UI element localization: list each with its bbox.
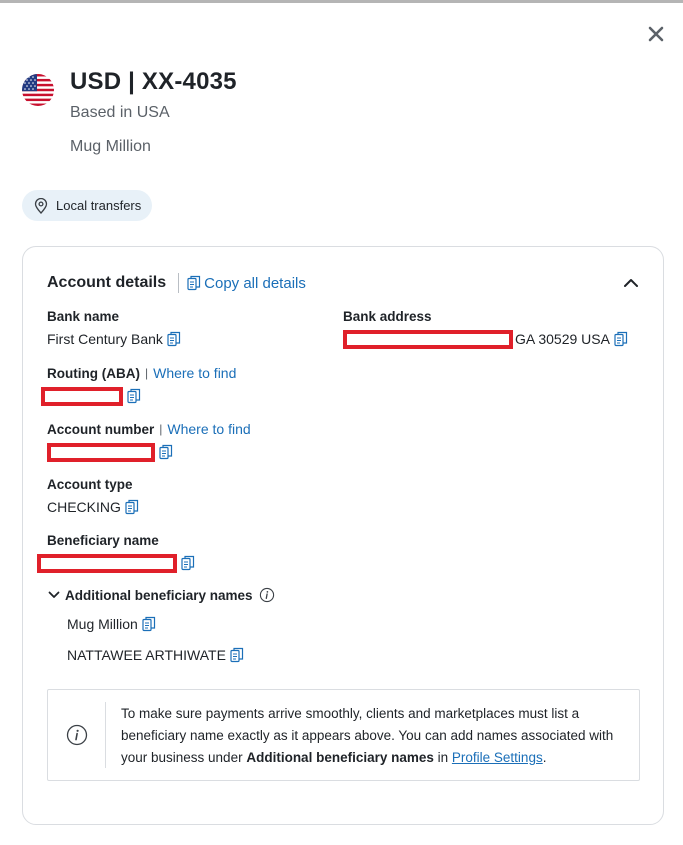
- copy-icon[interactable]: [125, 499, 139, 515]
- account-number-label: Account number: [47, 421, 155, 437]
- additional-name-value: NATTAWEE ARTHIWATE: [67, 647, 226, 663]
- account-title: USD | XX-4035: [70, 68, 237, 95]
- local-transfers-chip[interactable]: [22, 190, 152, 221]
- routing-field: [47, 365, 236, 405]
- bank-address-field: [343, 309, 628, 348]
- bank-name-label: Bank name: [47, 309, 120, 324]
- card-title: Account details: [47, 274, 167, 291]
- account-type-value: CHECKING: [47, 499, 121, 515]
- account-type-label: Account type: [47, 477, 133, 492]
- card-header: [47, 273, 306, 293]
- account-number-separator: |: [159, 422, 163, 436]
- copy-icon: [187, 275, 201, 291]
- account-owner: Mug Million: [70, 138, 151, 155]
- copy-icon[interactable]: [230, 647, 244, 663]
- account-location: Based in USA: [70, 104, 170, 121]
- location-pin-icon: [34, 198, 48, 214]
- additional-beneficiary-names-label: Additional beneficiary names: [65, 587, 253, 603]
- info-message: To make sure payments arrive smoothly, clients and marketplaces must list a beneficiary name exactly as it appears above. You can add names associated with your business under Additional beneficiary names in Profile Settings.: [121, 706, 614, 765]
- copy-icon[interactable]: [614, 331, 628, 347]
- bank-name-field: [47, 309, 181, 348]
- copy-icon[interactable]: [181, 555, 195, 571]
- account-number-field: [47, 421, 251, 461]
- top-border: [0, 0, 683, 3]
- additional-name-item: [67, 647, 244, 663]
- beneficiary-name-field: [47, 533, 195, 572]
- info-icon[interactable]: [259, 587, 275, 603]
- chevron-down-icon: [47, 588, 61, 602]
- copy-all-details-button[interactable]: [187, 275, 306, 292]
- copy-icon[interactable]: [167, 331, 181, 347]
- routing-redaction: [41, 387, 123, 406]
- info-bold-text: Additional beneficiary names: [246, 750, 434, 765]
- account-details-card: [22, 246, 664, 825]
- routing-label: Routing (ABA): [47, 365, 140, 381]
- copy-icon[interactable]: [159, 444, 173, 460]
- copy-icon[interactable]: [142, 616, 156, 632]
- account-number-where-to-find-link[interactable]: Where to find: [167, 421, 251, 437]
- additional-beneficiary-names-toggle[interactable]: [47, 587, 275, 603]
- routing-where-to-find-link[interactable]: Where to find: [153, 365, 237, 381]
- info-icon: [66, 724, 88, 746]
- bank-address-label: Bank address: [343, 309, 432, 324]
- beneficiary-info-box: [47, 689, 640, 781]
- bank-address-redaction: [343, 330, 513, 349]
- account-number-redaction: [47, 443, 155, 462]
- header-divider: [178, 273, 179, 293]
- chevron-up-icon: [621, 273, 641, 293]
- account-type-field: [47, 477, 139, 516]
- copy-icon[interactable]: [127, 388, 141, 404]
- additional-name-value: Mug Million: [67, 616, 138, 632]
- close-button[interactable]: [644, 22, 668, 46]
- collapse-button[interactable]: [621, 273, 641, 293]
- info-divider: [105, 702, 106, 768]
- beneficiary-name-label: Beneficiary name: [47, 533, 159, 548]
- us-flag-icon: [22, 74, 54, 106]
- routing-separator: |: [144, 366, 149, 380]
- additional-name-item: [67, 616, 156, 632]
- bank-address-value: GA 30529 USA: [515, 331, 610, 347]
- copy-all-label: Copy all details: [204, 274, 306, 292]
- profile-settings-link[interactable]: Profile Settings: [451, 750, 543, 765]
- chip-label: Local transfers: [56, 198, 142, 213]
- bank-name-value: First Century Bank: [47, 331, 163, 347]
- close-icon: [644, 22, 668, 46]
- beneficiary-name-redaction: [37, 554, 177, 573]
